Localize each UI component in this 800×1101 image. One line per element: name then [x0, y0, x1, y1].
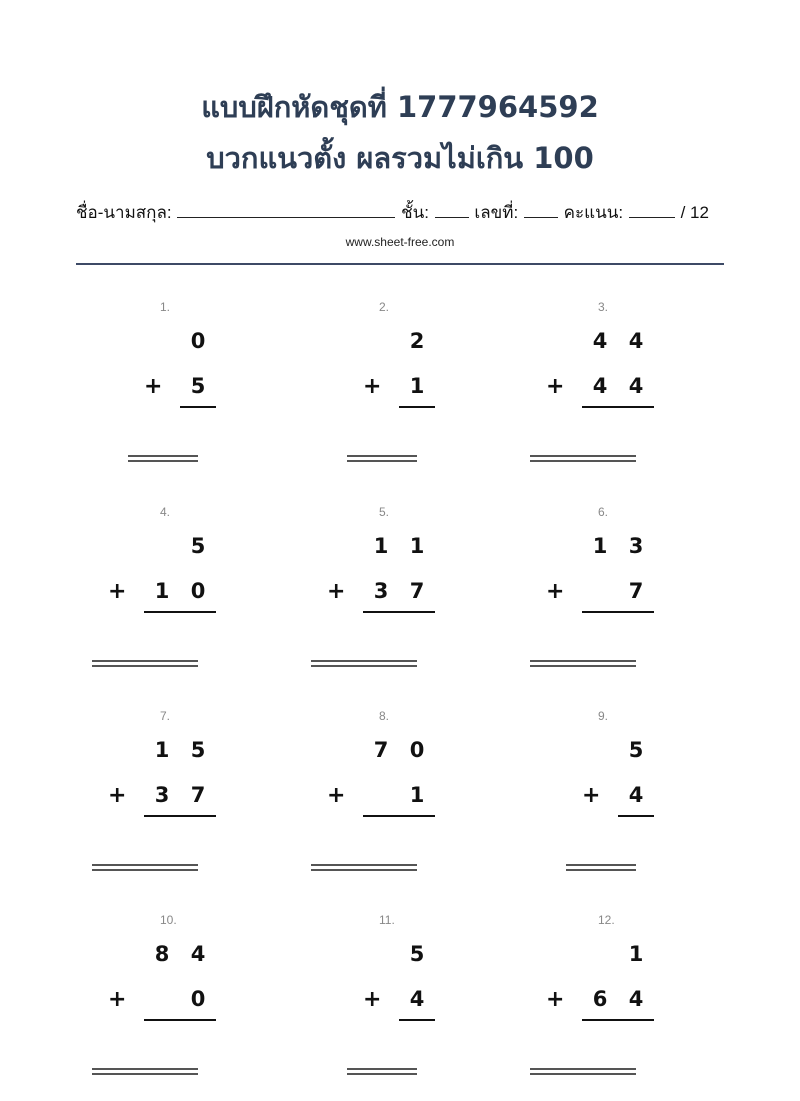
class-label: ชั้น: [401, 203, 429, 222]
sum-line [399, 1019, 435, 1021]
problem-number: 2. [379, 300, 390, 314]
answer-line[interactable] [311, 660, 417, 667]
sum-line [144, 815, 216, 817]
answer-line[interactable] [311, 864, 417, 871]
problem-number: 10. [160, 913, 177, 927]
sum-line [582, 611, 654, 613]
bottom-addend-digit: 1 [409, 783, 425, 807]
top-addend-digit: 5 [409, 942, 425, 966]
plus-sign: + [108, 783, 127, 808]
top-addend-digit: 4 [628, 329, 644, 353]
sum-line [399, 406, 435, 408]
bottom-addend-digit: 0 [190, 987, 206, 1011]
problem-4 [108, 505, 320, 685]
sum-line [582, 406, 654, 408]
problem-7 [108, 709, 320, 889]
plus-sign: + [546, 579, 565, 604]
sum-line [363, 815, 435, 817]
plus-sign: + [582, 783, 601, 808]
top-addend-digit: 7 [373, 738, 389, 762]
plus-sign: + [327, 579, 346, 604]
top-addend-digit: 5 [628, 738, 644, 762]
top-addend-digit: 3 [628, 534, 644, 558]
sum-line [144, 611, 216, 613]
problem-number: 9. [598, 709, 609, 723]
bottom-addend-digit: 4 [628, 783, 644, 807]
answer-line[interactable] [530, 660, 636, 667]
problem-11 [363, 913, 539, 1093]
problem-number: 12. [598, 913, 615, 927]
top-addend-digit: 5 [190, 738, 206, 762]
top-addend-digit: 2 [409, 329, 425, 353]
plus-sign: + [108, 987, 127, 1012]
answer-line[interactable] [128, 455, 198, 462]
student-info-line [76, 199, 726, 226]
problem-number: 8. [379, 709, 390, 723]
class-blank[interactable] [435, 201, 469, 218]
problem-2 [363, 300, 539, 480]
bottom-addend-digit: 7 [628, 579, 644, 603]
sum-line [363, 611, 435, 613]
header-divider [76, 263, 724, 265]
sum-line [618, 815, 654, 817]
top-addend-digit: 0 [190, 329, 206, 353]
problem-10 [108, 913, 320, 1093]
top-addend-digit: 4 [190, 942, 206, 966]
top-addend-digit: 5 [190, 534, 206, 558]
score-blank[interactable] [629, 201, 675, 218]
plus-sign: + [144, 374, 163, 399]
name-label: ชื่อ-นามสกุล: [76, 203, 172, 222]
bottom-addend-digit: 4 [628, 987, 644, 1011]
top-addend-digit: 1 [409, 534, 425, 558]
problem-8 [327, 709, 539, 889]
problem-number: 6. [598, 505, 609, 519]
problem-12 [546, 913, 758, 1093]
problem-number: 7. [160, 709, 171, 723]
top-addend-digit: 1 [628, 942, 644, 966]
bottom-addend-digit: 7 [409, 579, 425, 603]
problem-5 [327, 505, 539, 685]
answer-line[interactable] [530, 1068, 636, 1075]
sum-line [582, 1019, 654, 1021]
name-blank[interactable] [177, 201, 395, 218]
problem-number: 3. [598, 300, 609, 314]
number-label: เลขที่: [474, 203, 519, 222]
plus-sign: + [363, 987, 382, 1012]
problem-3 [546, 300, 758, 480]
answer-line[interactable] [347, 1068, 417, 1075]
plus-sign: + [327, 783, 346, 808]
sum-line [180, 406, 216, 408]
problem-number: 11. [379, 913, 395, 927]
problem-number: 4. [160, 505, 171, 519]
problem-1 [144, 300, 320, 480]
bottom-addend-digit: 4 [409, 987, 425, 1011]
problem-number: 1. [160, 300, 171, 314]
problem-9 [582, 709, 758, 889]
bottom-addend-digit: 1 [409, 374, 425, 398]
problem-number: 5. [379, 505, 390, 519]
answer-line[interactable] [566, 864, 636, 871]
bottom-addend-digit: 4 [592, 374, 608, 398]
top-addend-digit: 1 [592, 534, 608, 558]
bottom-addend-digit: 6 [592, 987, 608, 1011]
sum-line [144, 1019, 216, 1021]
top-addend-digit: 1 [154, 738, 170, 762]
answer-line[interactable] [92, 864, 198, 871]
bottom-addend-digit: 3 [154, 783, 170, 807]
website-url: www.sheet-free.com [345, 235, 455, 249]
plus-sign: + [546, 374, 565, 399]
answer-line[interactable] [347, 455, 417, 462]
top-addend-digit: 8 [154, 942, 170, 966]
top-addend-digit: 4 [592, 329, 608, 353]
bottom-addend-digit: 7 [190, 783, 206, 807]
plus-sign: + [546, 987, 565, 1012]
bottom-addend-digit: 5 [190, 374, 206, 398]
bottom-addend-digit: 4 [628, 374, 644, 398]
plus-sign: + [108, 579, 127, 604]
plus-sign: + [363, 374, 382, 399]
worksheet-subtitle: บวกแนวตั้ง ผลรวมไม่เกิน 100 [206, 141, 594, 175]
score-total: / 12 [680, 203, 709, 222]
worksheet-title: แบบฝึกหัดชุดที่ 1777964592 [201, 90, 599, 124]
answer-line[interactable] [530, 455, 636, 462]
answer-line[interactable] [92, 660, 198, 667]
number-blank[interactable] [524, 201, 558, 218]
score-label: คะแนน: [563, 203, 624, 222]
answer-line[interactable] [92, 1068, 198, 1075]
bottom-addend-digit: 3 [373, 579, 389, 603]
problem-6 [546, 505, 758, 685]
bottom-addend-digit: 0 [190, 579, 206, 603]
top-addend-digit: 1 [373, 534, 389, 558]
bottom-addend-digit: 1 [154, 579, 170, 603]
top-addend-digit: 0 [409, 738, 425, 762]
